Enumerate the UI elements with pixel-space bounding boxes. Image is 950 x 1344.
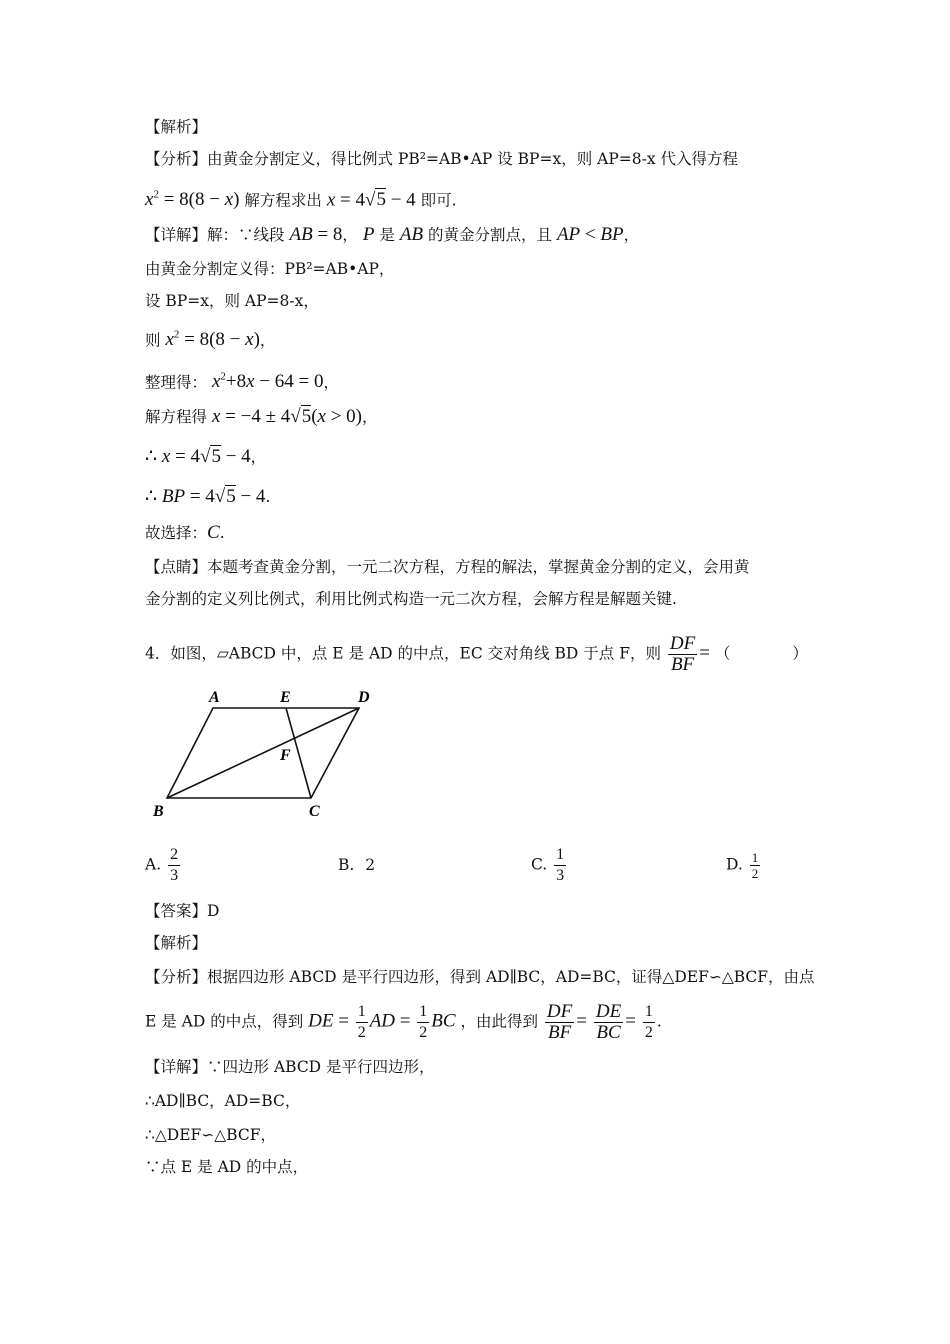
formula-ab: AB [289, 224, 313, 245]
xiangjie-line-1: 【详解】解：∵线段 AB = 8， P 是 AB 的黄金分割点，且 AP < BP， [145, 224, 640, 245]
xiangjie2-line-3: ∴△DEF∽△BCF， [145, 1126, 276, 1144]
answer-line: 【答案】D [145, 902, 220, 920]
dianjing-line-2: 金分割的定义列比例式，利用比例式构造一元二次方程，会解方程是解题关键. [145, 590, 677, 608]
label-d: D [358, 689, 370, 706]
parallelogram-figure [145, 684, 385, 824]
diagonal-bd [167, 708, 359, 798]
formula-ap-bp: AP < BP [556, 224, 624, 245]
line-choice: 故选择：C. [145, 522, 225, 543]
analysis-heading-2: 【解析】 [145, 934, 208, 952]
line-definition: 由黄金分割定义得：PB²=AB•AP， [145, 260, 395, 278]
line-then: 则 $x^2 = 8(8 - x)$， [145, 329, 276, 351]
option-c[interactable]: C. $\frac{1}{3}$ [531, 846, 565, 884]
xiangjie2-line-2: ∴AD∥BC，AD=BC， [145, 1092, 301, 1110]
option-a[interactable]: A. $\frac{2}{3}$ [145, 846, 179, 884]
xiangjie2-line-4: ∵点 E 是 AD 的中点， [145, 1158, 309, 1176]
xiangjie2-line-1: 【详解】∵四边形 ABCD 是平行四边形， [145, 1058, 435, 1076]
question-4: 4．如图，▱ABCD 中，点 E 是 AD 的中点，EC 交对角线 BD 于点 F，则 $\frac{DF}{BF}$ = （ ） [145, 633, 808, 675]
option-d[interactable]: D. $\frac{1}{2}$ [726, 850, 759, 881]
fraction-df-bf: $\frac{DF}{BF}$ [669, 633, 696, 675]
label-b: B [153, 803, 164, 820]
line-zhengli: 整理得： $x^2+8x - 64 = 0$， [145, 371, 339, 393]
fenxi2-line-1: 【分析】根据四边形 ABCD 是平行四边形，得到 AD∥BC，AD=BC，证得△DEF∽△BCF，由点 [145, 968, 815, 986]
label-f: F [280, 747, 291, 764]
fenxi2-line-2: E 是 AD 的中点，得到 DE = $\frac{1}{2}$ AD = $\frac{1}{2}$ BC ，由此得到 $\frac{DF}{BF}$ = $\frac{DE}{BC}$ = $\frac{1}{2}$ . [145, 1001, 662, 1043]
option-b[interactable]: B. 2 [338, 856, 376, 874]
dianjing-line-1: 【点睛】本题考查黄金分割，一元二次方程，方程的解法，掌握黄金分割的定义，会用黄 [145, 558, 750, 576]
fenxi-line-1: 【分析】由黄金分割定义，得比例式 PB²=AB•AP 设 BP=x，则 AP=8-x 代入得方程 [145, 150, 739, 168]
label-a: A [209, 689, 220, 706]
analysis-heading: 【解析】 [145, 118, 208, 136]
label-e: E [280, 689, 291, 706]
fenxi-line-2: $x^2 = 8(8 - x)$ 解方程求出 x = 4√5 − 4 即可. [145, 189, 457, 211]
line-jie: 解方程得 x = −4 ± 4√5(x > 0)， [145, 406, 378, 427]
line-set: 设 BP=x，则 AP=8-x， [145, 292, 319, 310]
formula-solution: x = 4√5 − 4 [326, 189, 416, 211]
line-therefore-x: ∴ x = 4√5 − 4， [145, 446, 267, 467]
label-c: C [309, 803, 320, 820]
var-p: P [362, 224, 375, 245]
formula-equation: $x^2 = 8(8 - x)$ [145, 189, 240, 211]
line-therefore-bp: ∴ BP = 4√5 − 4. [145, 486, 271, 507]
